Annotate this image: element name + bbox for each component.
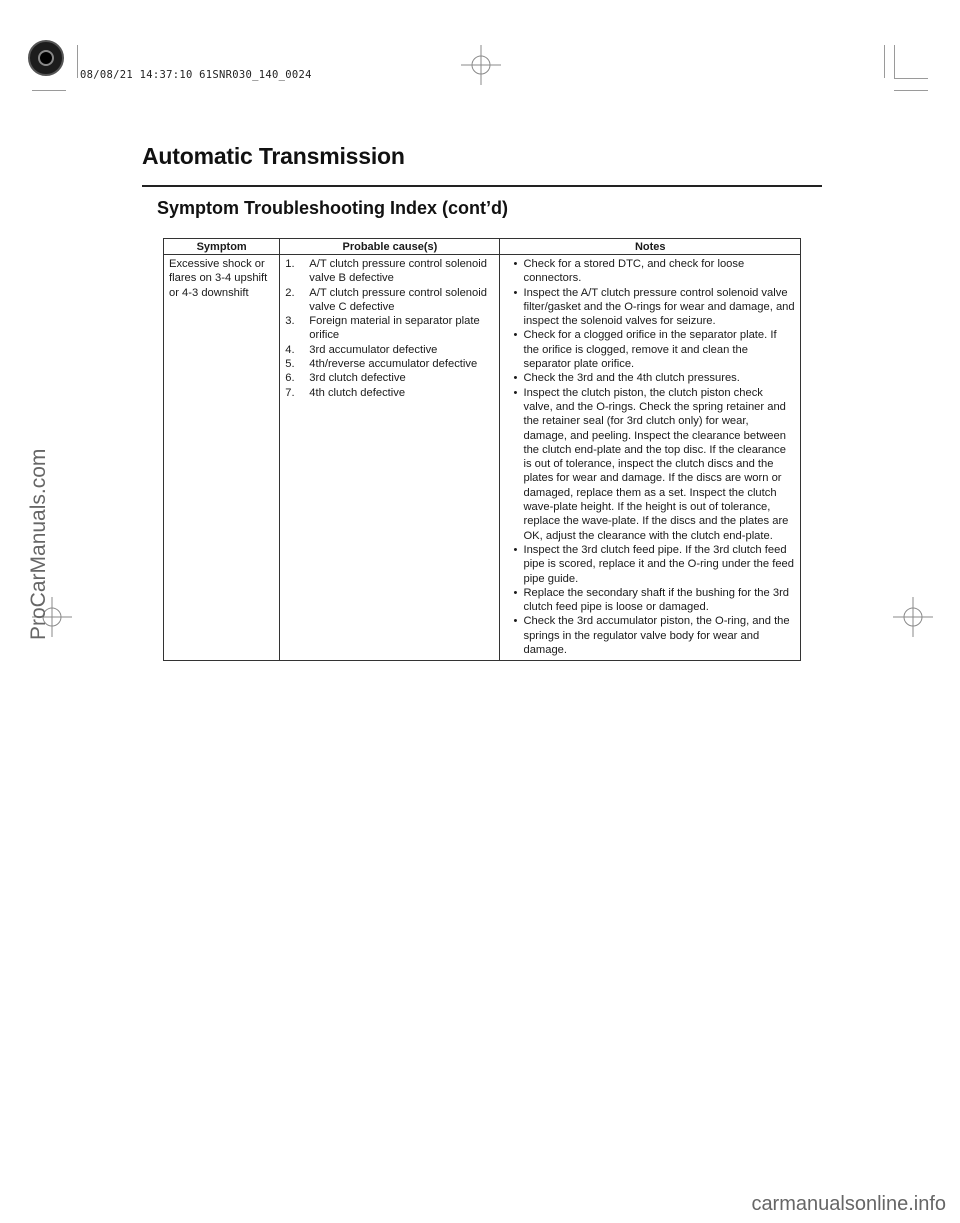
crop-mark [894, 45, 895, 78]
list-item: • Replace the secondary shaft if the bushing for the 3rd clutch feed pipe is loose or damaged. [505, 586, 795, 615]
cause-number: 4. [285, 343, 295, 356]
column-header-symptom: Symptom [164, 239, 280, 255]
list-item: • Inspect the A/T clutch pressure control solenoid valve filter/gasket and the O-rings for wear and damage, and inspect the solenoid valves for seizure. [505, 286, 795, 329]
cause-number: 2. [285, 286, 295, 299]
column-header-causes: Probable cause(s) [280, 239, 500, 255]
cause-number: 6. [285, 372, 295, 385]
list-item [285, 371, 494, 385]
bottom-watermark: carmanualsonline.info [751, 1193, 946, 1215]
crop-mark [884, 45, 885, 78]
cause-text: 3rd accumulator defective [309, 343, 438, 356]
section-title: Symptom Troubleshooting Index (cont’d) [157, 198, 508, 218]
page-title: Automatic Transmission [142, 143, 405, 169]
list-item [285, 286, 494, 315]
symptom-cell: Excessive shock or flares on 3-4 upshift or 4-3 downshift [164, 255, 280, 661]
list-item: • Check for a stored DTC, and check for loose connectors. [505, 257, 795, 286]
cause-text: Foreign material in separator plate orifice [309, 315, 480, 342]
list-item [285, 343, 494, 357]
list-item: • Inspect the 3rd clutch feed pipe. If the 3rd clutch feed pipe is scored, replace it and the O-ring under the feed pipe guide. [505, 543, 795, 586]
crosshair-icon [461, 45, 501, 85]
crop-mark [32, 90, 66, 91]
cause-text: 4th clutch defective [309, 386, 406, 399]
title-divider [142, 185, 822, 187]
cause-text: 3rd clutch defective [309, 372, 406, 385]
crop-mark [77, 45, 78, 78]
list-item: • Check for a clogged orifice in the separator plate. If the orifice is clogged, remove it and clean the separator plate orifice. [505, 328, 795, 371]
cause-number: 1. [285, 258, 295, 270]
list-item: • Inspect the clutch piston, the clutch piston check valve, and the O-rings. Check the spring retainer and the retainer seal (for 3rd clutch only) for wear, damage, and peeling. Inspect the clearance between the clutch end-plate and the top disc. If the clearance is out of tolerance, inspect the clutch discs and the plates for wear and damage. If the discs are worn or damaged, replace them as a set. Inspect the clutch wave-plate height. If the height is out of tolerance, replace the wave-plate. If the discs and the plates are OK, adjust the clearance with the clutch end-plate. [505, 386, 795, 543]
cause-number: 5. [285, 358, 295, 371]
notes-list [505, 257, 795, 657]
cause-text: 4th/reverse accumulator defective [309, 358, 478, 371]
notes-cell [500, 255, 801, 661]
cause-text: A/T clutch pressure control solenoid valve C defective [309, 286, 487, 313]
crop-mark [894, 78, 928, 79]
column-header-notes: Notes [500, 239, 801, 255]
cause-number: 7. [285, 386, 295, 399]
print-timestamp: 08/08/21 14:37:10 61SNR030_140_0024 [80, 69, 312, 81]
table-header-row [164, 239, 801, 255]
cause-text: A/T clutch pressure control solenoid valve B defective [309, 258, 487, 285]
causes-list [285, 257, 494, 400]
list-item [285, 357, 494, 371]
list-item [285, 314, 494, 343]
table-row [164, 255, 801, 661]
list-item [285, 386, 494, 400]
list-item: • Check the 3rd and the 4th clutch pressures. [505, 371, 795, 385]
side-watermark: ProCarManuals.com [27, 448, 50, 640]
causes-cell [280, 255, 500, 661]
crop-mark [894, 90, 928, 91]
crosshair-icon [893, 597, 933, 637]
registration-bullseye-icon [28, 40, 64, 76]
list-item: • Check the 3rd accumulator piston, the O-ring, and the springs in the regulator valve body for wear and damage. [505, 614, 795, 657]
troubleshooting-table [163, 238, 801, 661]
list-item [285, 257, 494, 286]
cause-number: 3. [285, 315, 295, 328]
